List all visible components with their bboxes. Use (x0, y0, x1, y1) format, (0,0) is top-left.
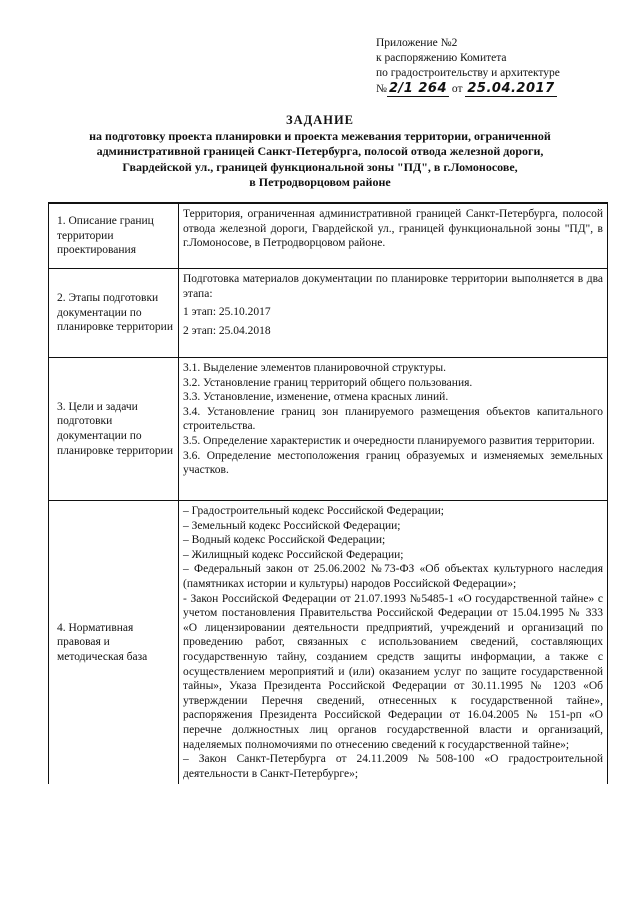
paragraph: 3.5. Определение характеристик и очередности планируемого развития территории. (183, 434, 595, 447)
paragraph: 3.1. Выделение элементов планировочной структуры. (183, 362, 447, 374)
paragraph: 3.4. Установление границ зон планируемого размещения объектов капитального строительства. (183, 405, 603, 433)
document-title (40, 113, 600, 191)
row-value (179, 269, 608, 358)
title-line: в Петродворцовом районе (249, 175, 391, 189)
title-heading: ЗАДАНИЕ (285, 113, 355, 127)
paragraph: 1 этап: 25.10.2017 (183, 306, 271, 319)
appendix-reference: к распоряжению Комитета (376, 52, 507, 64)
table-row (49, 358, 608, 501)
paragraph: 3.6. Определение местоположения границ образуемых и изменяемых земельных участков. (183, 449, 603, 477)
order-number: 2/1 264 (388, 81, 447, 96)
row-label: 4. Нормативная правовая и методическая база (49, 501, 179, 785)
paragraph: – Федеральный закон от 25.06.2002 №73-ФЗ «Об объектах культурного наследия (памятниках истории и культуры) народов Российской Федерации»; (183, 563, 603, 590)
title-line: Гвардейской ул., границей функциональной зоны "ПД", в г.Ломоносове, (122, 159, 518, 174)
row-value (179, 203, 608, 269)
number-prefix: № (376, 83, 387, 95)
row-value (179, 501, 608, 785)
paragraph: 2 этап: 25.04.2018 (183, 324, 271, 337)
paragraph: - Закон Российской Федерации от 21.07.1993 №5485-1 «О государственной тайне» с учетом постановления Правительства Российской Федерации от 15.04.1995 № 333 «О лицензировании деятельности предприятий, учреждений и организаций по проведению работ, связанных с использованием сведений, составляющих государственную тайну, созданием средств защиты информации, а также с осуществлением мероприятий и (или) оказанием услуг по защите государственной тайны», Указа Президента Российской Федерации от 30.11.1995 № 1203 «Об утверждении Перечня сведений, отнесенных к государственной тайне», распоряжения Президента Российской Федерации от 16.04.2005 № 151-рп «О перечне должностных лиц органов государственной власти и организаций, наделяемых полномочиями по отнесению сведений к государственной тайне»; (183, 592, 603, 751)
paragraph: 3.2. Установление границ территорий общего пользования. (183, 376, 473, 389)
order-date: 25.04.2017 (467, 81, 555, 96)
title-line: на подготовку проекта планировки и проекта межевания территории, ограниченной (89, 128, 551, 143)
title-line: административной границей Санкт-Петербурга, полосой отвода железной дороги, (96, 144, 544, 158)
task-table (48, 202, 608, 784)
table-row (49, 269, 608, 358)
appendix-header (376, 36, 560, 97)
paragraph: – Водный кодекс Российской Федерации; (183, 534, 386, 547)
paragraph: – Закон Санкт-Петербурга от 24.11.2009 №508-100 «О градостроительной деятельности в Санкт-Петербурге»; (183, 753, 603, 780)
row-label: 2. Этапы подготовки документации по планировке территории (49, 269, 179, 358)
appendix-number-line (376, 81, 560, 97)
paragraph: – Градостроительный кодекс Российской Федерации; (183, 505, 444, 517)
paragraph: – Земельный кодекс Российской Федерации; (183, 519, 401, 532)
date-prefix: от (451, 83, 463, 95)
row-label: 3. Цели и задачи подготовки документации по планировке территории (49, 358, 179, 501)
paragraph: Подготовка материалов документации по планировке территории выполняется в два этапа: (183, 273, 603, 300)
paragraph: 3.3. Установление, изменение, отмена красных линий. (183, 391, 449, 404)
paragraph: – Жилищный кодекс Российской Федерации; (183, 548, 404, 561)
appendix-committee: по градостроительству и архитектуре (376, 67, 560, 79)
row-label: 1. Описание границ территории проектирования (49, 203, 179, 269)
table-row (49, 203, 608, 269)
appendix-title: Приложение №2 (376, 37, 458, 49)
row-value (179, 358, 608, 501)
paragraph: Территория, ограниченная административной границей Санкт-Петербурга, полосой отвода железной дороги, Гвардейской ул., границей функциональной зоны "ПД", в г.Ломоносове, в Петродворцовом районе. (183, 208, 603, 250)
table-row (49, 501, 608, 785)
